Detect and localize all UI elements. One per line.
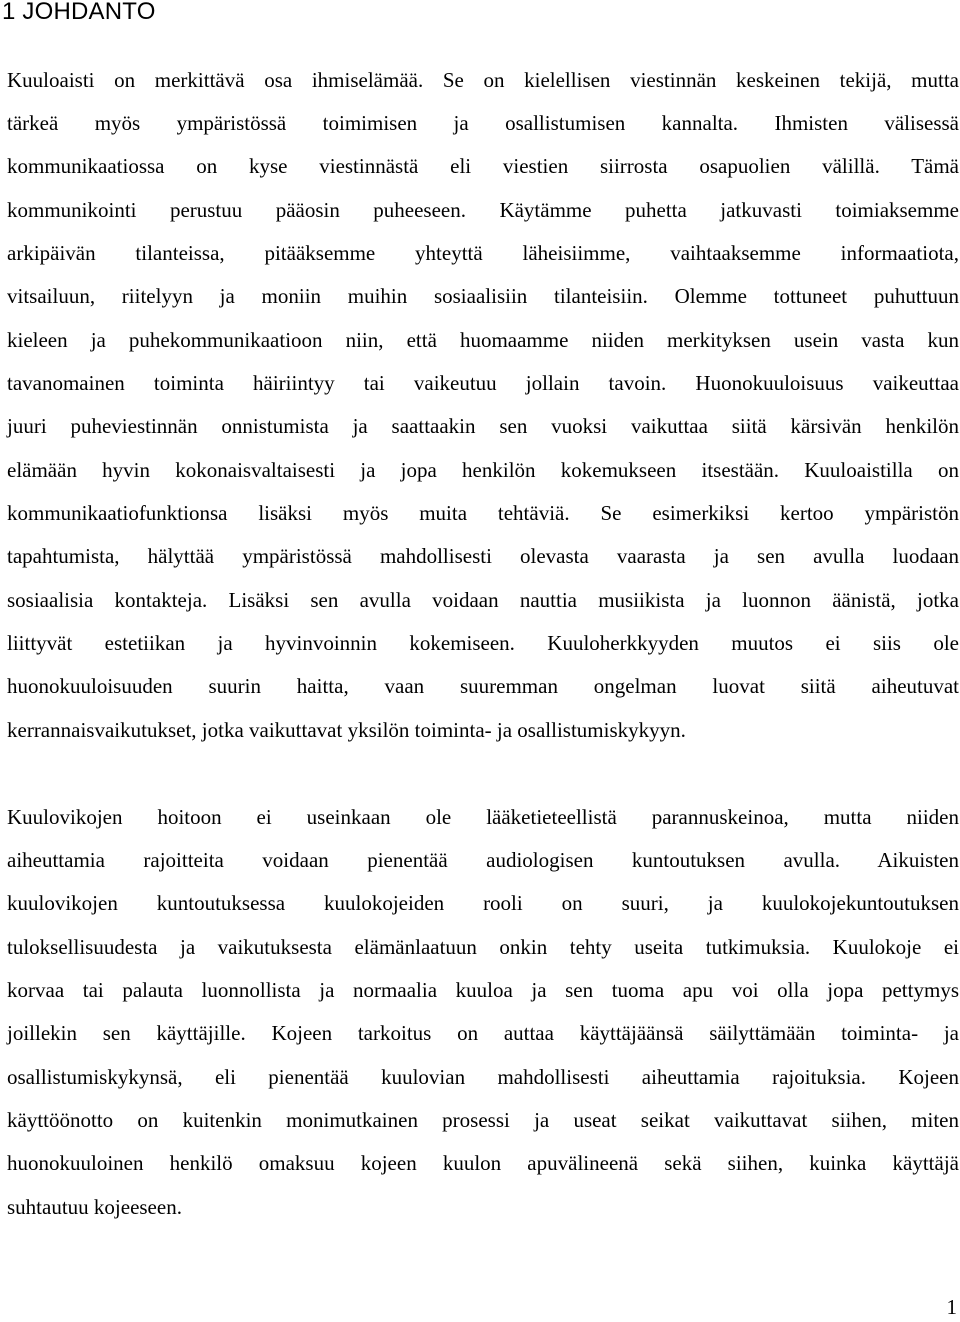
text-line: huonokuuloinen henkilö omaksuu kojeen kuulon apuvälineenä sekä siihen, kuinka käyttäjä [7, 1151, 959, 1175]
text-line: Kuuloaisti on merkittävä osa ihmiselämää. Se on kielellisen viestinnän keskeinen tekijä, mutta [7, 68, 959, 92]
section-heading: 1 JOHDANTO [2, 0, 156, 25]
text-line: vitsailuun, riitelyyn ja moniin muihin sosiaalisiin tilanteisiin. Olemme tottuneet puhuttuun [7, 284, 959, 308]
text-line: kerrannaisvaikutukset, jotka vaikuttavat yksilön toiminta- ja osallistumiskykyyn. [7, 718, 686, 742]
text-line: tapahtumista, hälyttää ympäristössä mahdollisesti olevasta vaarasta ja sen avulla luodaan [7, 544, 959, 568]
text-line: suhtautuu kojeeseen. [7, 1195, 182, 1219]
text-line: huonokuuloisuuden suurin haitta, vaan suuremman ongelman luovat siitä aiheutuvat [7, 674, 959, 698]
text-line: käyttöönotto on kuitenkin monimutkainen prosessi ja useat seikat vaikuttavat siihen, miten [7, 1108, 959, 1132]
text-line: kommunikointi perustuu pääosin puheeseen. Käytämme puhetta jatkuvasti toimiaksemme [7, 198, 959, 222]
text-line: tärkeä myös ympäristössä toimimisen ja osallistumisen kannalta. Ihmisten välisessä [7, 111, 959, 135]
text-line: arkipäivän tilanteissa, pitääksemme yhteyttä läheisiimme, vaihtaaksemme informaatiota, [7, 241, 959, 265]
text-line: liittyvät estetiikan ja hyvinvoinnin kokemiseen. Kuuloherkkyyden muutos ei siis ole [7, 631, 959, 655]
text-line: kuulovikojen kuntoutuksessa kuulokojeiden rooli on suuri, ja kuulokojekuntoutuksen [7, 891, 959, 915]
text-line: tavanomainen toiminta häiriintyy tai vaikeutuu jollain tavoin. Huonokuuloisuus vaikeuttaa [7, 371, 959, 395]
text-line: osallistumiskykynsä, eli pienentää kuulovian mahdollisesti aiheuttamia rajoituksia. Kojeen [7, 1065, 959, 1089]
text-line: sosiaalisia kontakteja. Lisäksi sen avulla voidaan nauttia musiikista ja luonnon äänistä, jotka [7, 588, 959, 612]
page-number: 1 [946, 1295, 957, 1319]
text-line: aiheuttamia rajoitteita voidaan pienentää audiologisen kuntoutuksen avulla. Aikuisten [7, 848, 959, 872]
text-line: joillekin sen käyttäjille. Kojeen tarkoitus on auttaa käyttäjäänsä säilyttämään toiminta- ja [7, 1021, 959, 1045]
text-line: tuloksellisuudesta ja vaikutuksesta elämänlaatuun onkin tehty useita tutkimuksia. Kuulokoje ei [7, 935, 959, 959]
text-line: Kuulovikojen hoitoon ei useinkaan ole lääketieteellistä parannuskeinoa, mutta niiden [7, 805, 959, 829]
text-line: juuri puheviestinnän onnistumista ja saattaakin sen vuoksi vaikuttaa siitä kärsivän henkilön [7, 414, 959, 438]
text-line: korvaa tai palauta luonnollista ja normaalia kuuloa ja sen tuoma apu voi olla jopa pettymys [7, 978, 959, 1002]
text-line: elämään hyvin kokonaisvaltaisesti ja jopa henkilön kokemukseen itsestään. Kuuloaistilla on [7, 458, 959, 482]
text-line: kommunikaatiofunktionsa lisäksi myös muita tehtäviä. Se esimerkiksi kertoo ympäristön [7, 501, 959, 525]
text-line: kommunikaatiossa on kyse viestinnästä eli viestien siirrosta osapuolien välillä. Tämä [7, 154, 959, 178]
text-line: kieleen ja puhekommunikaatioon niin, että huomaamme niiden merkityksen usein vasta kun [7, 328, 959, 352]
